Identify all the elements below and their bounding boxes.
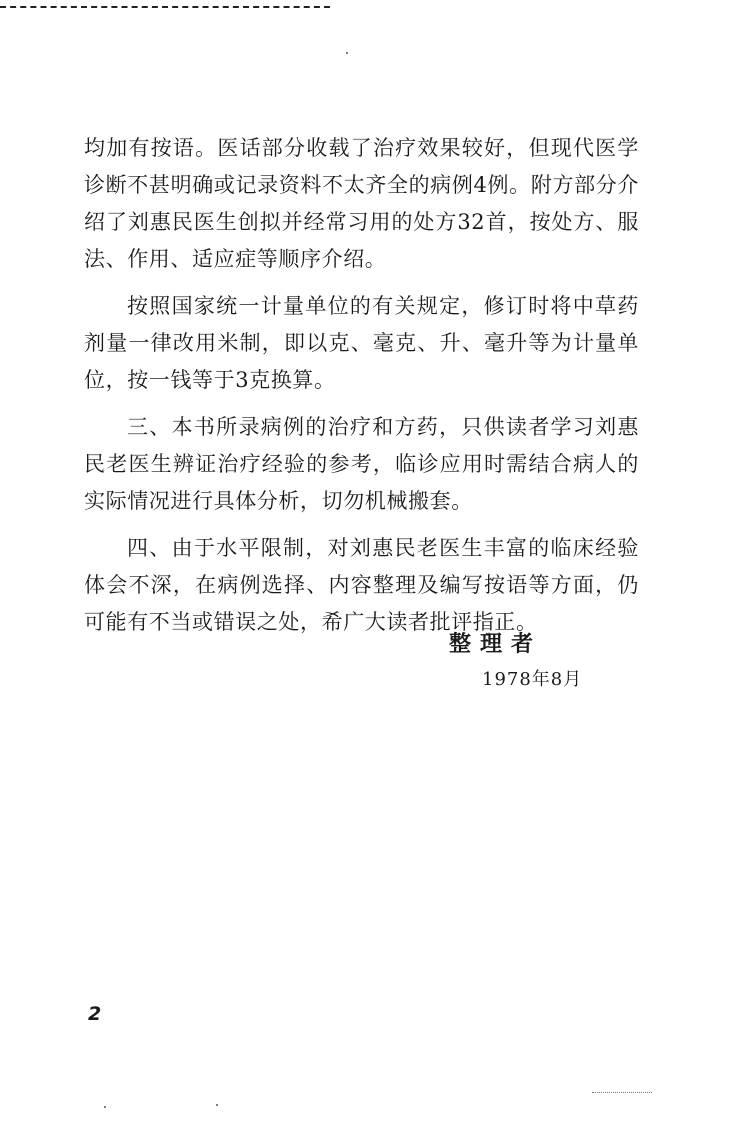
scan-speck bbox=[104, 1106, 106, 1108]
paragraph-dosage-units: 按照国家统一计量单位的有关规定，修订时将中草药剂量一律改用米制，即以克、毫克、升、毫升等为计量单位，按一钱等于3克换算。 bbox=[84, 294, 639, 392]
paragraph-continuation: 均加有按语。医话部分收载了治疗效果较好，但现代医学诊断不甚明确或记录资料不太齐全的病例4例。附方部分介绍了刘惠民医生创拟并经常习用的处方32首，按处方、服法、作用、适应症等顺序介绍。 bbox=[84, 136, 639, 271]
signature-editors: 整理者 bbox=[449, 632, 543, 657]
top-dashed-rule bbox=[0, 6, 330, 8]
scan-marks bbox=[592, 1092, 652, 1093]
body-text bbox=[84, 130, 639, 651]
scan-speck bbox=[346, 52, 348, 54]
signature-date: 1978年8月 bbox=[482, 669, 583, 690]
paragraph-item-three: 三、本书所录病例的治疗和方药，只供读者学习刘惠民老医生辨证治疗经验的参考，临诊应用时需结合病人的实际情况进行具体分析，切勿机械搬套。 bbox=[84, 415, 639, 513]
page-number: 2 bbox=[88, 1003, 102, 1025]
scan-speck bbox=[216, 1104, 218, 1106]
paragraph-item-four: 四、由于水平限制，对刘惠民老医生丰富的临床经验体会不深，在病例选择、内容整理及编写按语等方面，仍可能有不当或错误之处，希广大读者批评指正。 bbox=[84, 536, 639, 634]
